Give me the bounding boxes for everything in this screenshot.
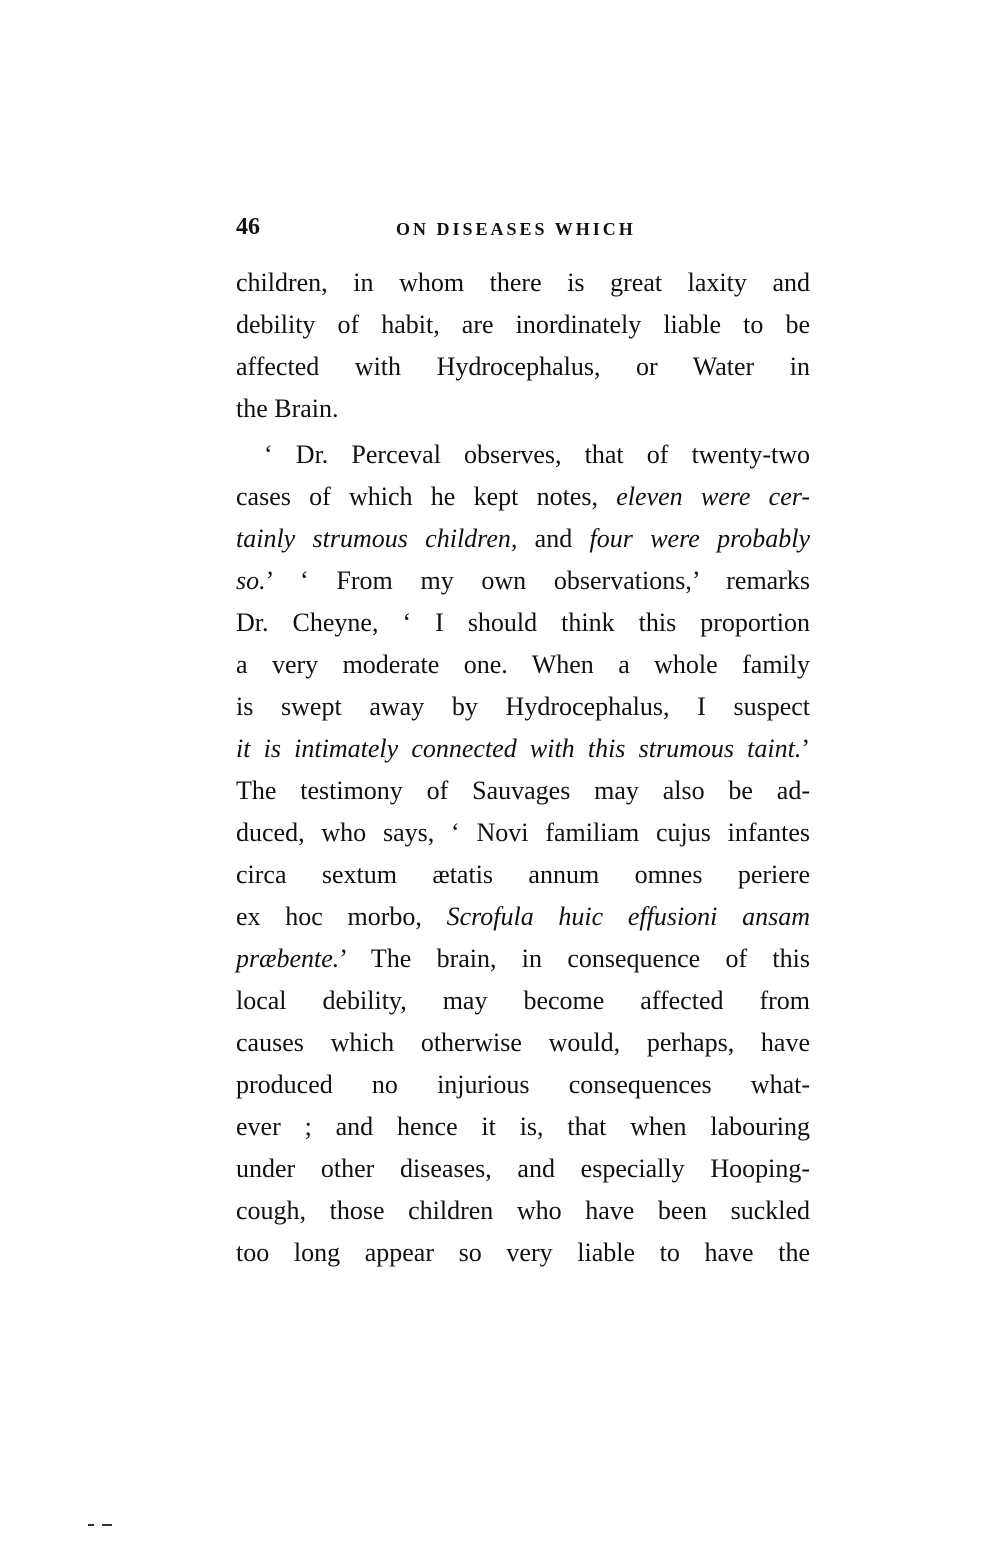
text-line	[236, 560, 810, 602]
text-line: debility of habit, are inordinately liable to be	[236, 310, 810, 339]
italic-run: it is intimately connected with this strumous taint.	[236, 734, 802, 763]
text-line	[236, 476, 810, 518]
italic-run: eleven were cer-	[616, 482, 811, 511]
text-run: ’ The brain, in consequence of this	[339, 944, 810, 973]
scan-artifact	[88, 1520, 114, 1530]
text-line	[236, 896, 810, 938]
italic-run: præbente.	[236, 944, 340, 973]
text-line: affected with Hydrocephalus, or Water in	[236, 352, 810, 381]
text-line: local debility, may become affected from	[236, 986, 810, 1015]
text-line: cough, those children who have been suckled	[236, 1196, 810, 1225]
italic-run: Scrofula huic effusioni ansam	[446, 902, 810, 931]
italic-run: so.	[236, 566, 266, 595]
text-line: ‘ Dr. Perceval observes, that of twenty-two	[264, 440, 810, 469]
text-line: causes which otherwise would, perhaps, have	[236, 1028, 810, 1057]
text-line: circa sextum ætatis annum omnes periere	[236, 860, 810, 889]
text-line: a very moderate one. When a whole family	[236, 650, 810, 679]
body-text	[236, 262, 810, 1274]
text-run: ’	[801, 734, 810, 763]
text-run: and	[517, 524, 590, 553]
text-line	[236, 728, 810, 770]
page-number: 46	[236, 214, 260, 240]
text-line: ever ; and hence it is, that when labouring	[236, 1112, 810, 1141]
text-line: under other diseases, and especially Hooping-	[236, 1154, 810, 1183]
running-head	[236, 212, 810, 242]
text-line	[236, 518, 810, 560]
paragraph-2	[236, 434, 810, 1274]
text-line: produced no injurious consequences what-	[236, 1070, 810, 1099]
text-run: ’ ‘ From my own observations,’ remarks	[265, 566, 810, 595]
text-line: the Brain.	[236, 394, 339, 423]
italic-run: tainly strumous children,	[236, 524, 518, 553]
text-line: Dr. Cheyne, ‘ I should think this proportion	[236, 608, 810, 637]
text-run: cases of which he kept notes,	[236, 482, 617, 511]
text-line	[236, 938, 810, 980]
text-line: too long appear so very liable to have the	[236, 1238, 810, 1267]
running-title: ON DISEASES WHICH	[396, 219, 636, 239]
text-line: is swept away by Hydrocephalus, I suspect	[236, 692, 810, 721]
text-run: ex hoc morbo,	[236, 902, 447, 931]
text-line: children, in whom there is great laxity and	[236, 268, 810, 297]
text-line: The testimony of Sauvages may also be ad-	[236, 776, 810, 805]
paragraph-1	[236, 262, 810, 430]
text-line: duced, who says, ‘ Novi familiam cujus infantes	[236, 818, 810, 847]
italic-run: four were probably	[589, 524, 811, 553]
